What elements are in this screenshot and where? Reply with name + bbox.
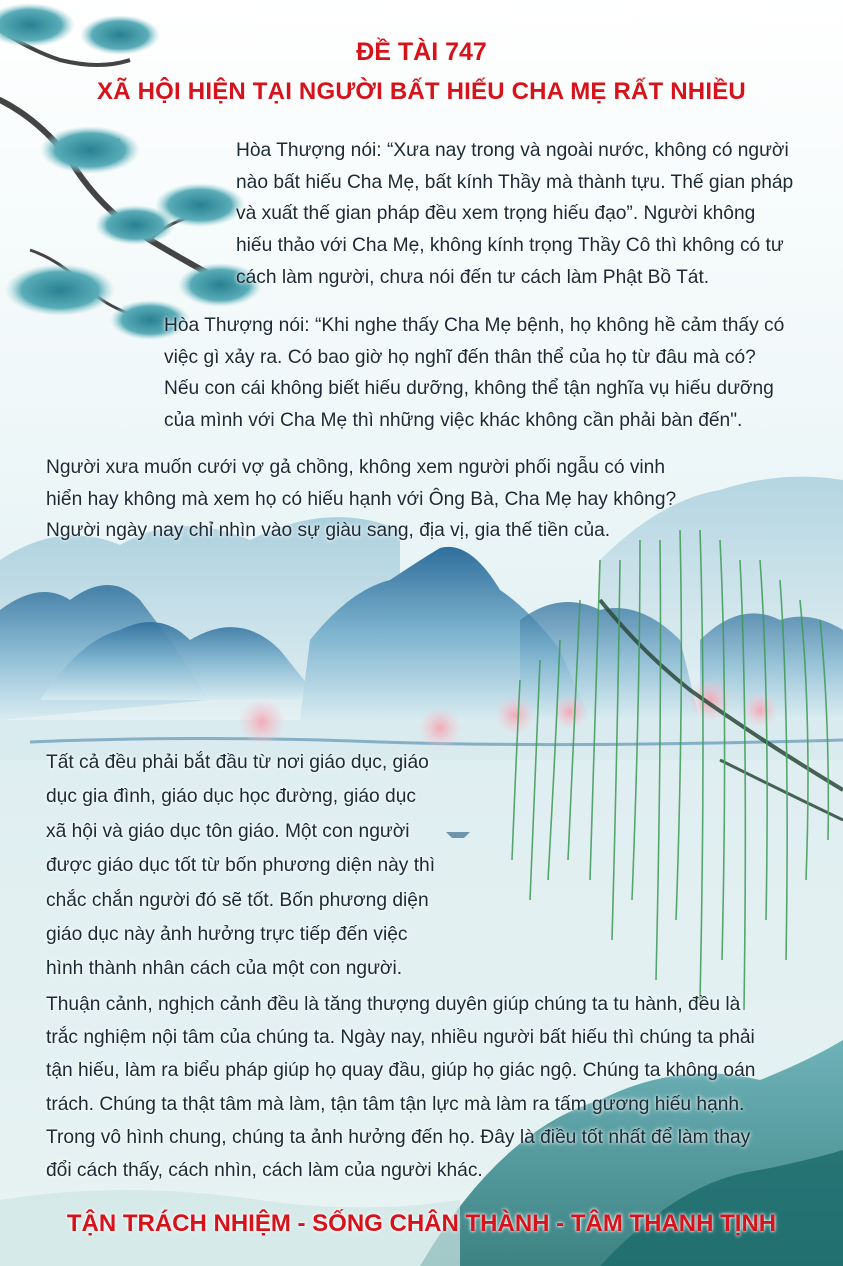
text-line: hiếu thảo với Cha Mẹ, không kính trọng Thầy Cô thì không có tư bbox=[236, 235, 784, 257]
text-line: Tất cả đều phải bắt đầu từ nơi giáo dục, giáo bbox=[46, 752, 429, 773]
text-line: Người ngày nay chỉ nhìn vào sự giàu sang, địa vị, gia thế tiền của. bbox=[46, 520, 611, 542]
paragraph-2 bbox=[164, 310, 784, 437]
text-line: giáo dục này ảnh hưởng trực tiếp đến việc bbox=[46, 924, 408, 946]
text-line: và xuất thế gian pháp đều xem trọng hiếu đạo”. Người không bbox=[236, 203, 756, 225]
text-line: việc gì xảy ra. Có bao giờ họ nghĩ đến thân thể của họ từ đâu mà có? bbox=[164, 346, 756, 368]
text-line: Trong vô hình chung, chúng ta ảnh hưởng đến họ. Đây là điều tốt nhất để làm thay bbox=[46, 1126, 751, 1148]
text-line: hiển hay không mà xem họ có hiếu hạnh với Ông Bà, Cha Mẹ hay không? bbox=[46, 488, 677, 510]
footer-motto: TẬN TRÁCH NHIỆM - SỐNG CHÂN THÀNH - TÂM THANH TỊNH bbox=[66, 1210, 777, 1237]
text-line: chắc chắn người đó sẽ tốt. Bốn phương diện bbox=[46, 889, 429, 911]
text-line: hình thành nhân cách của một con người. bbox=[46, 958, 403, 980]
text-line: Hòa Thượng nói: “Khi nghe thấy Cha Mẹ bệnh, họ không hề cảm thấy có bbox=[164, 315, 785, 336]
topic-main-title: XÃ HỘI HIỆN TẠI NGƯỜI BẤT HIẾU CHA MẸ RẤT NHIỀU bbox=[97, 78, 746, 105]
text-line: Người xưa muốn cưới vợ gả chồng, không xem người phối ngẫu có vinh bbox=[46, 457, 666, 478]
text-line: Nếu con cái không biết hiếu dưỡng, không thể tận nghĩa vụ hiếu dưỡng bbox=[164, 378, 774, 400]
text-line: xã hội và giáo dục tôn giáo. Một con người bbox=[46, 820, 410, 842]
text-line: được giáo dục tốt từ bốn phương diện này thì bbox=[46, 855, 436, 877]
text-line: Thuận cảnh, nghịch cảnh đều là tăng thượng duyên giúp chúng ta tu hành, đều là bbox=[46, 994, 741, 1015]
text-line: trách. Chúng ta thật tâm mà làm, tận tâm tận lực mà làm ra tấm gương hiếu hạnh. bbox=[46, 1093, 745, 1115]
paragraph-4 bbox=[46, 746, 435, 987]
text-line: đổi cách thấy, cách nhìn, cách làm của người khác. bbox=[46, 1160, 483, 1182]
text-line: cách làm người, chưa nói đến tư cách làm Phật Bồ Tát. bbox=[236, 266, 710, 288]
paragraph-5 bbox=[46, 988, 755, 1187]
paragraph-1 bbox=[236, 135, 793, 294]
text-line: nào bất hiếu Cha Mẹ, bất kính Thầy mà thành tựu. Thế gian pháp bbox=[236, 171, 794, 193]
text-line: của mình với Cha Mẹ thì những việc khác không cần phải bàn đến". bbox=[164, 410, 743, 432]
paragraph-3 bbox=[46, 452, 676, 547]
topic-number-title: ĐỀ TÀI 747 bbox=[356, 38, 487, 66]
text-line: Hòa Thượng nói: “Xưa nay trong và ngoài nước, không có người bbox=[236, 140, 789, 161]
text-line: dục gia đình, giáo dục học đường, giáo dục bbox=[46, 786, 416, 808]
text-line: trắc nghiệm nội tâm của chúng ta. Ngày nay, nhiều người bất hiếu thì chúng ta phải bbox=[46, 1027, 755, 1049]
text-line: tận hiếu, làm ra biểu pháp giúp họ quay đầu, giúp họ giác ngộ. Chúng ta không oán bbox=[46, 1060, 756, 1082]
